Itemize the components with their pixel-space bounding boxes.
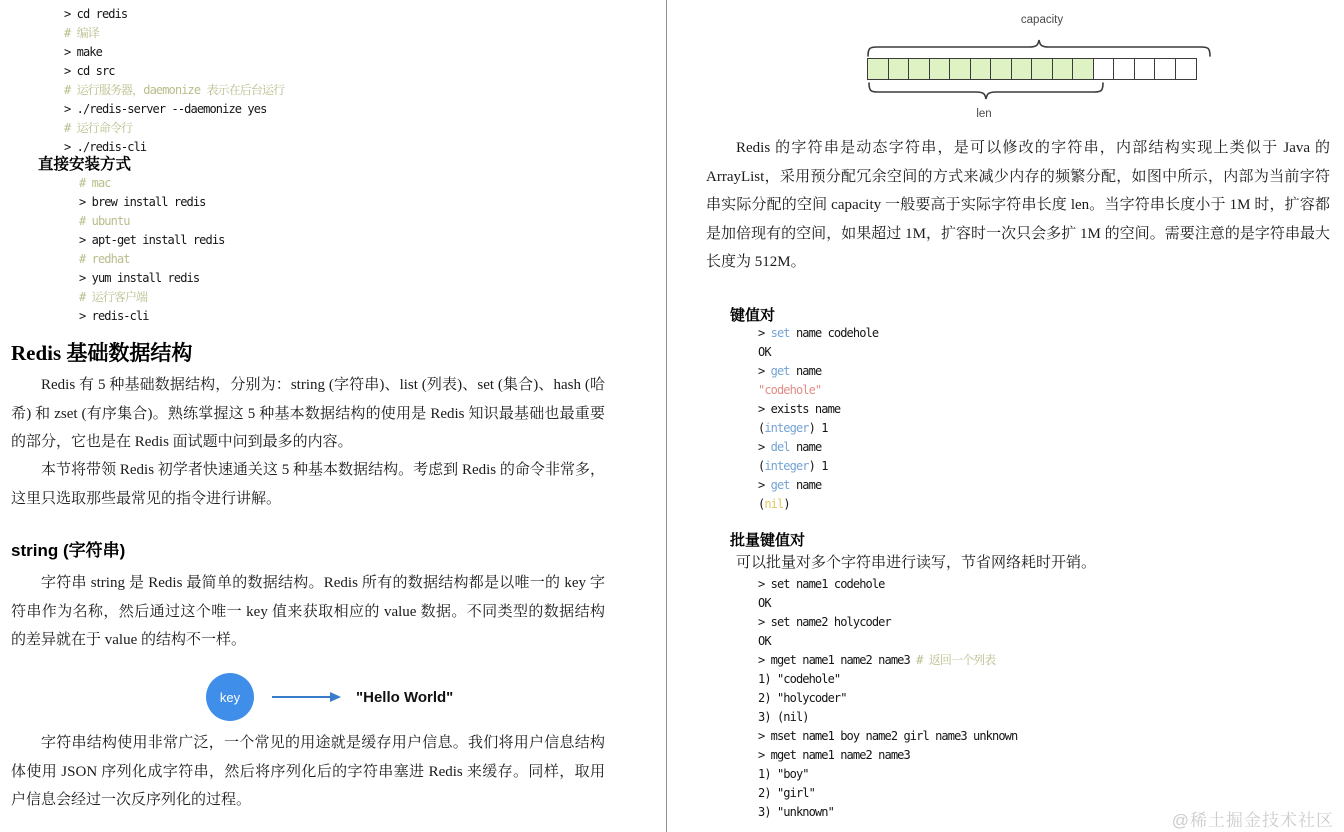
capacity-brace-icon bbox=[866, 39, 1212, 57]
paragraph-batch-intro: 可以批量对多个字符串进行读写，节省网络耗时开销。 bbox=[736, 555, 1097, 571]
sds-cell bbox=[1113, 58, 1135, 80]
len-brace-icon bbox=[867, 82, 1105, 100]
paragraph-dynamic-string: Redis 的字符串是动态字符串，是可以修改的字符串，内部结构实现上类似于 Java 的 ArrayList，采用预分配冗余空间的方式来减少内存的频繁分配，如图中所示，内部为当前字符串实际分配的空间 capacity 一般要高于实际字符串长度 len。当字符串长度小于 1M 时，扩容都是加倍现有的空间，如果超过 1M，扩容时一次只会多扩 1M 的空间。需要注意的是字符串最大长度为 512M。 bbox=[706, 140, 1330, 270]
paragraph-string-intro: 字符串 string 是 Redis 最简单的数据结构。Redis 所有的数据结构都是以唯一的 key 字符串作为名称，然后通过这个唯一 key 值来获取相应的 value 数据。不同类型的数据结构的差异就在于 value 的结构不一样。 bbox=[11, 575, 605, 648]
heading-direct-install: 直接安装方式 bbox=[38, 156, 132, 173]
code-block-build-install: > cd redis # 编译 > make > cd src # 运行服务器，daemonize 表示在后台运行 > ./redis-server --daemonize yes # 运行命令行 > ./redis-cli bbox=[64, 7, 285, 154]
heading-key-value-pair: 键值对 bbox=[730, 307, 776, 324]
sds-cell bbox=[929, 58, 951, 80]
sds-cell bbox=[1134, 58, 1156, 80]
heading-redis-basic-structures: Redis 基础数据结构 bbox=[11, 341, 193, 365]
sds-cell bbox=[1011, 58, 1033, 80]
sds-cell bbox=[1175, 58, 1197, 80]
len-label: len bbox=[976, 108, 992, 120]
heading-batch-key-value: 批量键值对 bbox=[730, 532, 806, 549]
code-block-package-install: # mac > brew install redis # ubuntu > apt-get install redis # redhat > yum install redis # 运行客户端 > redis-cli bbox=[79, 176, 225, 323]
sds-cell bbox=[949, 58, 971, 80]
sds-cell bbox=[1031, 58, 1053, 80]
paragraph-string-usage: 字符串结构使用非常广泛，一个常见的用途就是缓存用户信息。我们将用户信息结构体使用 JSON 序列化成字符串，然后将序列化后的字符串塞进 Redis 来缓存。同样，取用户信息会经过一次反序列化的过程。 bbox=[11, 735, 605, 808]
sds-capacity-diagram bbox=[858, 14, 1226, 128]
sds-cell bbox=[1052, 58, 1074, 80]
sds-cell bbox=[1093, 58, 1115, 80]
key-arrowhead-icon bbox=[330, 692, 341, 702]
page-column-divider bbox=[666, 0, 667, 832]
paragraph-section-intro: 本节将带领 Redis 初学者快速通关这 5 种基本数据结构。考虑到 Redis 的命令非常多，这里只选取那些最常见的指令进行讲解。 bbox=[11, 462, 605, 507]
juejin-watermark: @稀土掘金技术社区 bbox=[1171, 811, 1334, 830]
sds-cells bbox=[867, 58, 1197, 80]
code-block-batch: > set name1 codehole OK > set name2 holycoder OK > mget name1 name2 name3 # 返回一个列表 1) "codehole" 2) "holycoder" 3) (nil) > mset name1 boy name2 girl name3 unknown > mget name1 name2 name3 1) "boy" 2) "girl" 3) "unknown" bbox=[758, 577, 1018, 819]
value-text: "Hello World" bbox=[356, 689, 454, 706]
capacity-label: capacity bbox=[1020, 14, 1064, 26]
paragraph-five-structures: Redis 有 5 种基础数据结构，分别为：string (字符串)、list (列表)、set (集合)、hash (哈希) 和 zset (有序集合)。熟练掌握这 5 种基本数据结构的使用是 Redis 知识最基础也最重要的部分，它也是在 Redis 面试题中问到最多的内容。 bbox=[11, 377, 605, 450]
heading-string-type: string (字符串) bbox=[11, 541, 126, 560]
sds-cell bbox=[970, 58, 992, 80]
sds-cell bbox=[908, 58, 930, 80]
sds-cell bbox=[990, 58, 1012, 80]
sds-cell bbox=[888, 58, 910, 80]
sds-cell bbox=[1154, 58, 1176, 80]
key-value-diagram bbox=[193, 664, 493, 730]
sds-cell bbox=[867, 58, 889, 80]
code-block-key-value: > set name codehole OK > get name "codehole" > exists name (integer) 1 > del name (integer) 1 > get name (nil) bbox=[758, 326, 879, 511]
sds-cell bbox=[1072, 58, 1094, 80]
key-circle-label: key bbox=[219, 690, 241, 705]
